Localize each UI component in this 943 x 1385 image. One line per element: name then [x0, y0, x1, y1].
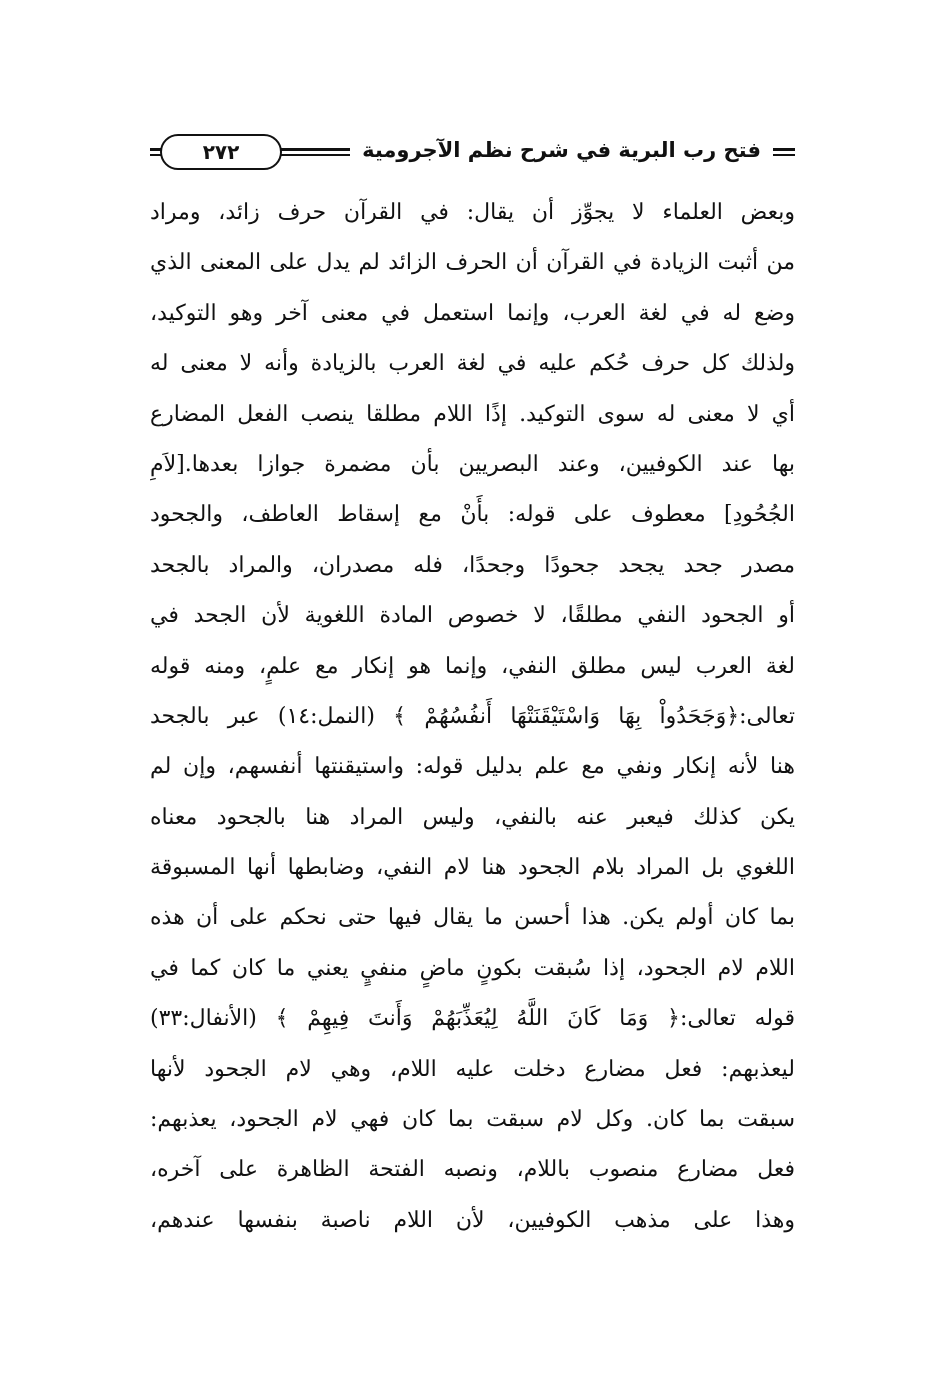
page-number: ٢٧٢: [202, 140, 240, 164]
quran-verse-line: قوله تعالى:﴿ وَمَا كَانَ اللَّهُ لِيُعَذِّبَهُمْ وَأَنتَ فِيهِمْ ﴾ (الأنفال:٣٣): [150, 1006, 795, 1032]
text-line: يكن كذلك فيعبر عنه بالنفي، وليس المراد هنا بالجحود معناه: [150, 804, 795, 830]
text-line: لغة العرب ليس مطلق النفي، وإنما هو إنكار مع علمٍ، ومنه قوله: [150, 653, 795, 679]
text-line: الجُحُودِ] معطوف على قوله: بأَنْ مع إسقاط العاطف، والجحود: [150, 502, 795, 528]
quran-verse-line: تعالى:﴿وَجَحَدُواْ بِهَا وَاسْتَيْقَنَتْهَا أَنفُسُهُمْ ﴾ (النمل:١٤) عبر بالجحد: [150, 703, 795, 729]
body-text: [150, 188, 795, 1246]
text-line: وبعض العلماء لا يجوِّز أن يقال: في القرآن حرف زائد، ومراد: [150, 200, 795, 225]
running-header-title: فتح رب البرية في شرح نظم الآجرومية: [350, 133, 773, 167]
text-line: أي لا معنى له سوى التوكيد. إذًا اللام مطلقا ينصب الفعل المضارع: [150, 401, 795, 427]
page-number-badge: [160, 134, 282, 170]
text-line: مصدر جحد يجحد جحودًا وجحدًا، فله مصدران، والمراد بالجحد: [150, 552, 795, 578]
text-line: اللام لام الجحود، إذا سُبقت بكونٍ ماضٍ منفيٍ يعني ما كان كما في: [150, 955, 795, 981]
text-line: أو الجحود النفي مطلقًا، لا خصوص المادة اللغوية لأن الجحد في: [150, 603, 795, 629]
text-line: ليعذبهم: فعل مضارع دخلت عليه اللام، وهي لام الجحود لأنها: [150, 1056, 795, 1082]
text-line: من أثبت الزيادة في القرآن أن الحرف الزائد لم يدل على المعنى الذي: [150, 250, 795, 276]
text-line: سبقت بما كان. وكل لام سبقت بما كان فهي لام الجحود، يعذبهم:: [150, 1107, 795, 1133]
text-line: بما كان أولم يكن. هذا أحسن ما يقال فيها حتى نحكم على أن هذه: [150, 905, 795, 931]
text-line: فعل مضارع منصوب باللام، ونصبه الفتحة الظاهرة على آخره،: [150, 1157, 795, 1183]
text-line: بها عند الكوفيين، وعند البصريين بأن مضمرة جوازا بعدها.[لاَمِ: [150, 451, 795, 477]
text-line: وهذا على مذهب الكوفيين، لأن اللام ناصبة بنفسها عندهم،: [150, 1207, 795, 1233]
text-line: اللغوي بل المراد بلام الجحود هنا لام النفي، وضابطها أنها المسبوقة: [150, 855, 795, 881]
text-line: ولذلك كل حرف حُكم عليه في لغة العرب بالزيادة وأنه لا معنى له: [150, 351, 795, 377]
text-line: هنا لأنه إنكار ونفي مع علم بدليل قوله: واستيقنتها أنفسهم، وإن لم: [150, 754, 795, 780]
text-line: وضع له في لغة العرب، وإنما استعمل في معنى آخر وهو التوكيد،: [150, 300, 795, 326]
